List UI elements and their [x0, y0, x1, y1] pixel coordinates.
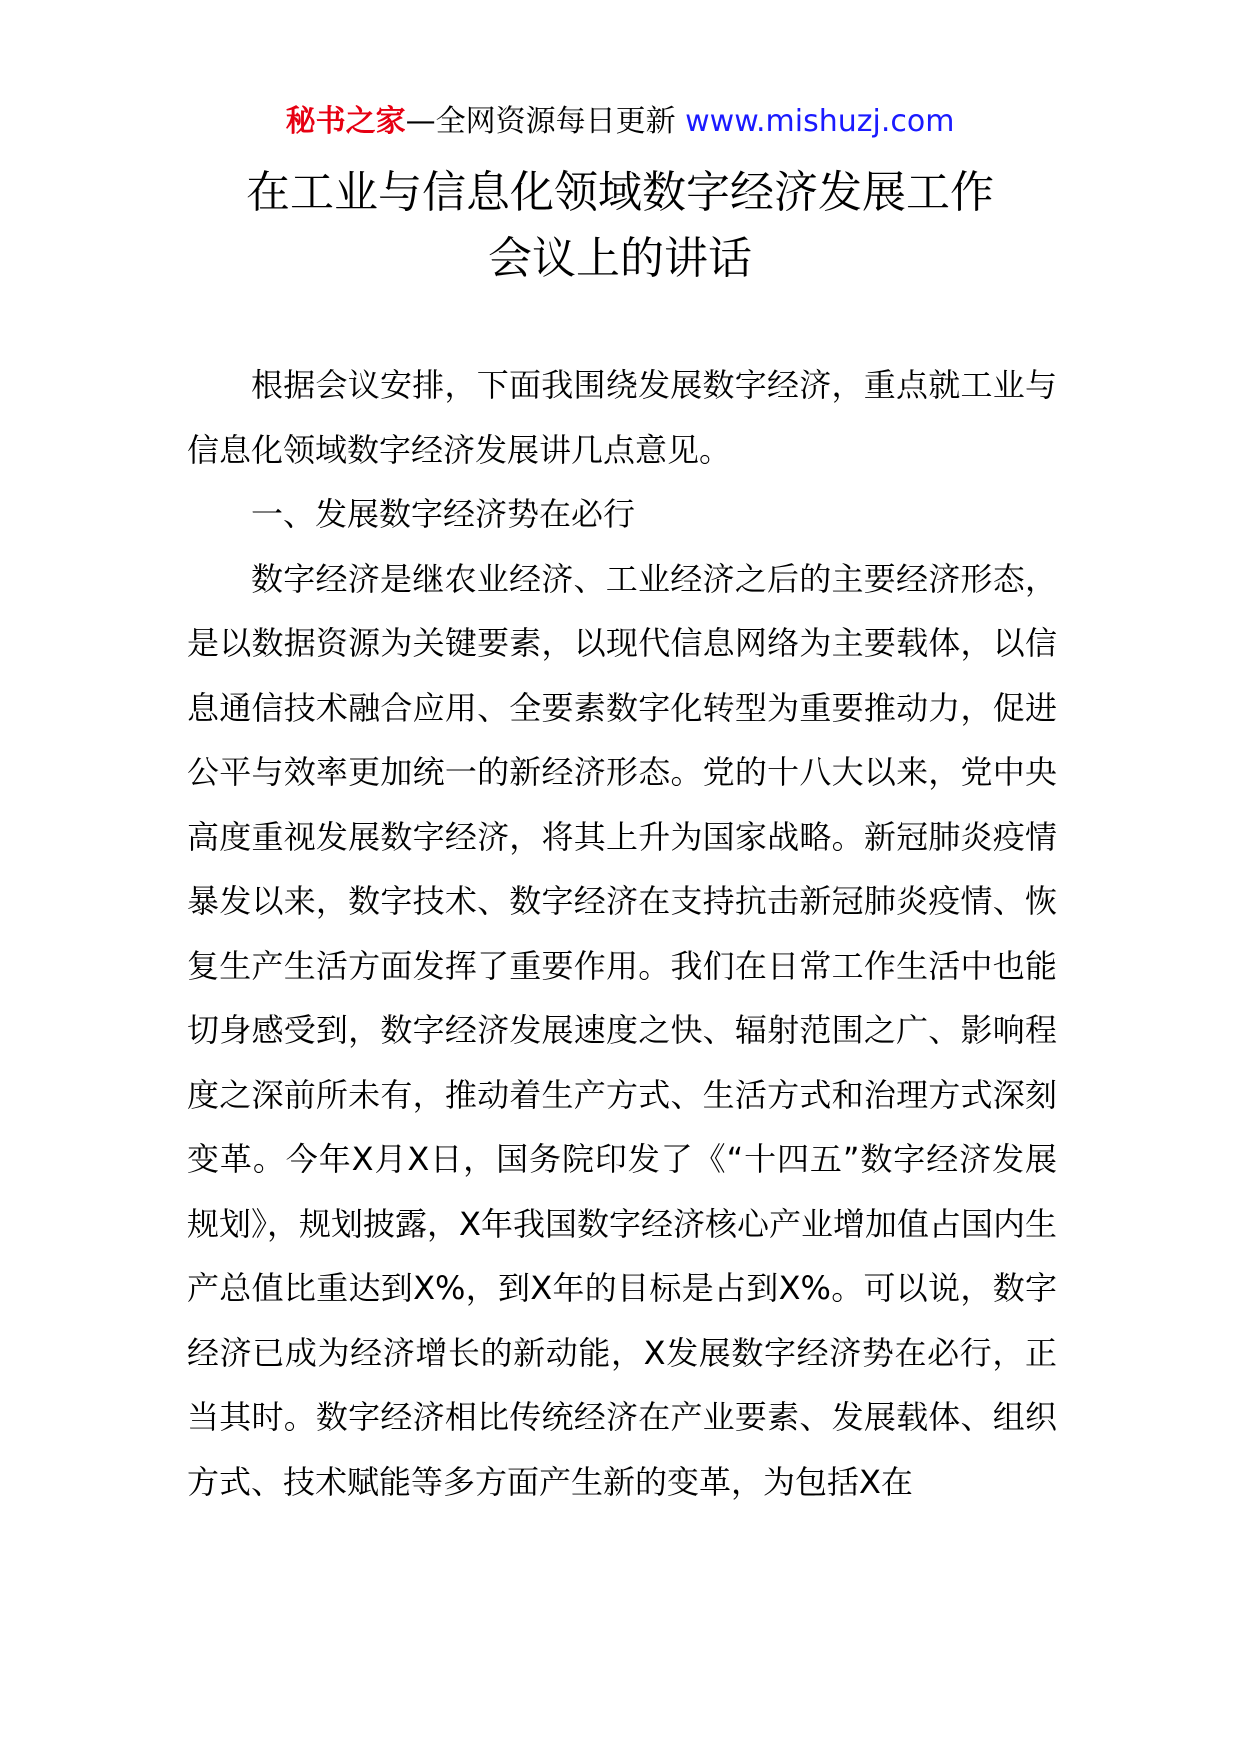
- document-body: [187, 353, 1057, 1514]
- intro-paragraph: 根据会议安排，下面我围绕发展数字经济，重点就工业与信息化领域数字经济发展讲几点意见。: [187, 366, 1057, 469]
- title-line-1: 在工业与信息化领域数字经济发展工作: [246, 167, 994, 218]
- document-title: [0, 160, 1240, 292]
- title-line-2: 会议上的讲话: [488, 233, 752, 284]
- brand-name: 秘书之家: [285, 104, 406, 139]
- section-heading-1: 一、发展数字经济势在必行: [251, 495, 636, 533]
- section-1-paragraph: 数字经济是继农业经济、工业经济之后的主要经济形态，是以数据资源为关键要素，以现代信息网络为主要载体，以信息通信技术融合应用、全要素数字化转型为重要推动力，促进公平与效率更加统一的新经济形态。党的十八大以来，党中央高度重视发展数字经济，将其上升为国家战略。新冠肺炎疫情暴发以来，数字技术、数字经济在支持抗击新冠肺炎疫情、恢复生产生活方面发挥了重要作用。我们在日常工作生活中也能切身感受到，数字经济发展速度之快、辐射范围之广、影响程度之深前所未有，推动着生产方式、生活方式和治理方式深刻变革。今年X月X日，国务院印发了《“十四五”数字经济发展规划》，规划披露，X年我国数字经济核心产业增加值占国内生产总值比重达到X%，到X年的目标是占到X%。可以说，数字经济已成为经济增长的新动能，X发展数字经济势在必行，正当其时。数字经济相比传统经济在产业要素、发展载体、组织方式、技术赋能等多方面产生新的变革，为包括X在: [187, 559, 1057, 1501]
- header-tagline: —全网资源每日更新: [405, 104, 676, 139]
- site-url-link[interactable]: www.mishuzj.com: [685, 104, 955, 139]
- site-header: [0, 100, 1240, 144]
